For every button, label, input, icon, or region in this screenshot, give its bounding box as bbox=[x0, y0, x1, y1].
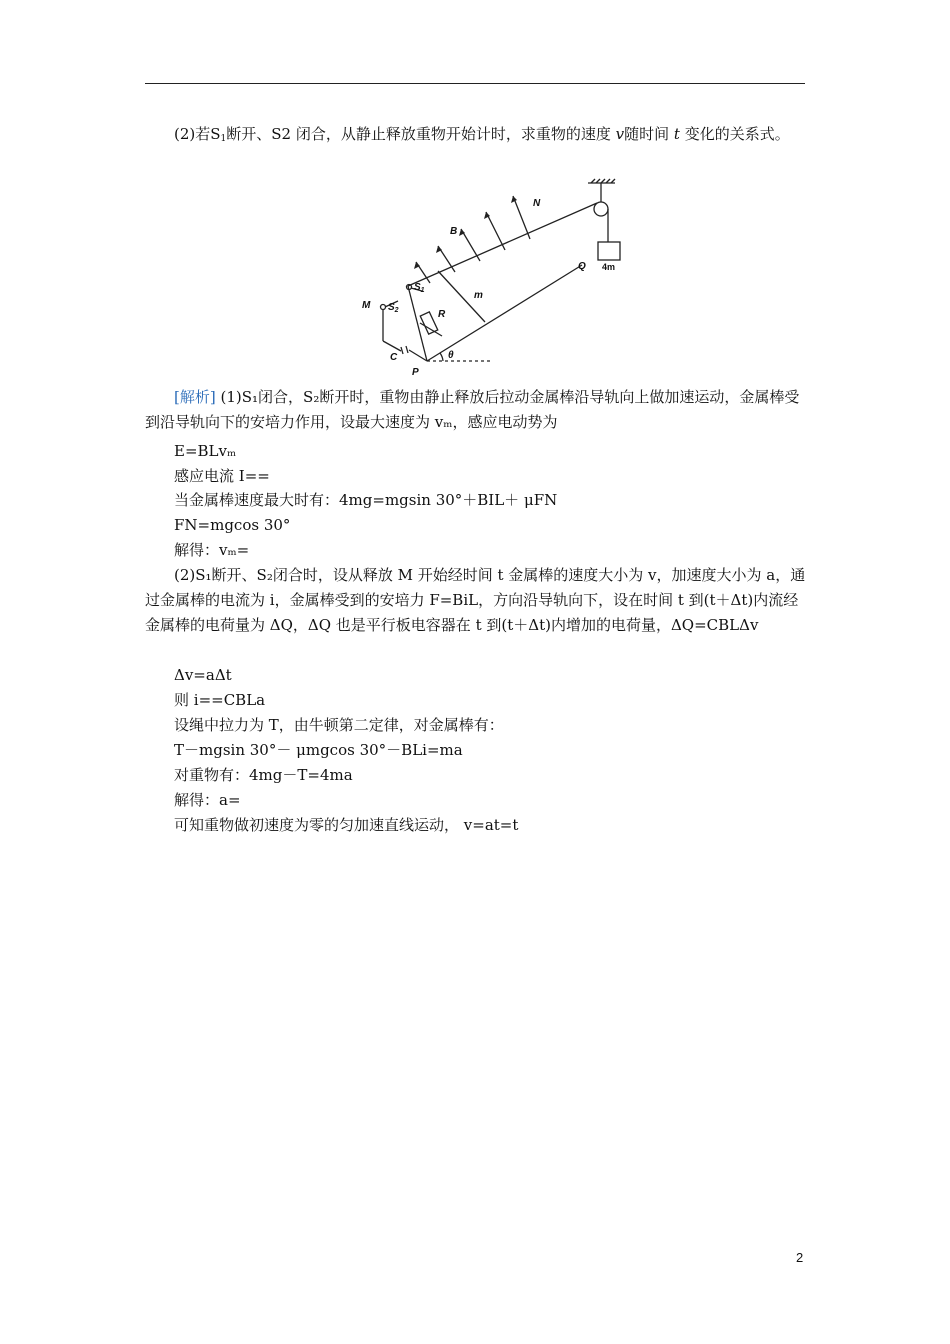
equation-line: 当金属棒速度最大时有：4mg=mgsin 30°＋BIL＋ μFN bbox=[174, 491, 558, 509]
equation-line: E=BLvₘ bbox=[174, 442, 237, 460]
equation-line: 解得：vₘ= bbox=[174, 541, 250, 559]
label-S2: $S_2$ bbox=[388, 302, 399, 314]
label-mass: 4m bbox=[602, 262, 616, 272]
equation-line: T－mgsin 30°－ μmgcos 30°－BLi=ma bbox=[174, 741, 463, 759]
label-N: N bbox=[533, 198, 541, 209]
equation-line: 解得：a= bbox=[174, 791, 241, 809]
equation-line: 则 i==CBLa bbox=[174, 691, 266, 709]
label-S1: $S_1$ bbox=[414, 282, 425, 294]
label-theta: θ bbox=[448, 350, 454, 361]
solution-paragraph-1: [解析] (1)S₁闭合，S₂断开时，重物由静止释放后拉动金属棒沿导轨向上做加速运动，金属棒受到沿导轨向下的安培力作用，设最大速度为 vₘ，感应电动势为 bbox=[145, 388, 800, 431]
page-number: 2 bbox=[796, 1250, 804, 1265]
label-m: m bbox=[474, 290, 483, 301]
label-R: R bbox=[438, 309, 446, 320]
equation-line: Δv=aΔt bbox=[174, 666, 232, 684]
circuit-incline-figure bbox=[350, 176, 630, 376]
solution-tag: [解析] bbox=[174, 388, 216, 406]
equation-line: 对重物有：4mg－T=4ma bbox=[174, 766, 353, 784]
label-P: P bbox=[412, 367, 419, 376]
solution-paragraph-2: (2)S₁断开、S₂闭合时，设从释放 M 开始经时间 t 金属棒的速度大小为 v，加速度大小为 a，通过金属棒的电流为 i，金属棒受到的安培力 F=BiL，方向沿导轨向下，设在时间 t 到(t＋Δt)内流经金属棒的电荷量为 ΔQ，ΔQ 也是平行板电容器在 t 到(t＋Δt)内增加的电荷量，ΔQ=CBLΔv bbox=[145, 566, 806, 634]
equation-line: 感应电流 I== bbox=[174, 467, 270, 485]
equation-line: 可知重物做初速度为零的匀加速直线运动， v=at=t bbox=[174, 816, 519, 834]
label-B: B bbox=[450, 226, 458, 237]
label-C: C bbox=[390, 352, 398, 363]
label-M: M bbox=[362, 300, 371, 311]
equation-line: FN=mgcos 30° bbox=[174, 516, 291, 534]
equation-line: 设绳中拉力为 T，由牛顿第二定律，对金属棒有： bbox=[174, 716, 504, 734]
header-rule bbox=[145, 83, 805, 84]
question-text: (2)若$S_1$断开、S2 闭合，从静止释放重物开始计时，求重物的速度 v随时间 t 变化的关系式。 bbox=[174, 125, 790, 144]
label-Q: Q bbox=[578, 261, 586, 272]
